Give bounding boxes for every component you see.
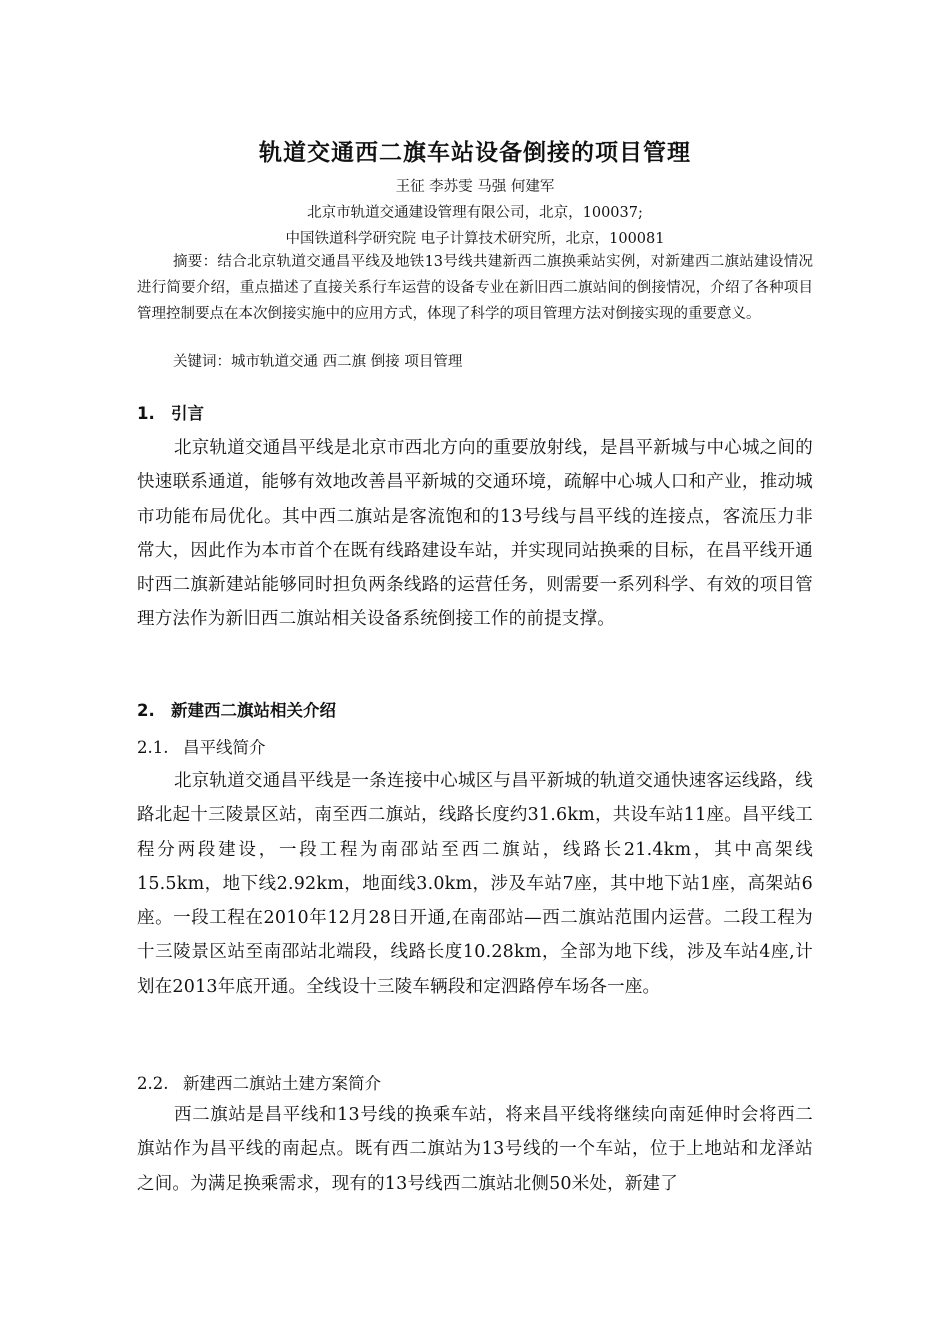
paper-title: 轨道交通西二旗车站设备倒接的项目管理 xyxy=(259,140,691,166)
affiliation-1: 北京市轨道交通建设管理有限公司，北京，100037; xyxy=(307,205,643,221)
author-list: 王征 李苏雯 马强 何建军 xyxy=(395,179,555,195)
section-number: 2. xyxy=(137,701,155,720)
subsection-heading-changping xyxy=(137,734,266,758)
section-number: 1. xyxy=(137,404,155,423)
affiliation-2: 中国铁道科学研究院 电子计算技术研究所，北京，100081 xyxy=(285,231,665,247)
body-paragraph: 北京轨道交通昌平线是一条连接中心城区与昌平新城的轨道交通快速客运线路，线路北起十三陵景区站，南至西二旗站，线路长度约31.6km，共设车站11座。昌平线工程分两段建设，一段工程为南邵站至西二旗站，线路长21.4km，其中高架线15.5km，地下线2.92km，地面线3.0km，涉及车站7座，其中地下站1座，高架站6座。一段工程在2010年12月28日开通,在南邵站—西二旗站范围内运营。二段工程为十三陵景区站至南邵站北端段，线路长度10.28km，全部为地下线，涉及车站4座,计划在2013年底开通。全线设十三陵车辆段和定泗路停车场各一座。 xyxy=(137,771,813,997)
subsection-number: 2.1. xyxy=(137,738,169,757)
body-paragraph: 西二旗站是昌平线和13号线的换乘车站，将来昌平线将继续向南延伸时会将西二旗站作为昌平线的南起点。既有西二旗站为13号线的一个车站，位于上地站和龙泽站之间。为满足换乘需求，现有的13号线西二旗站北侧50米处，新建了 xyxy=(137,1105,813,1194)
body-paragraph: 北京轨道交通昌平线是北京市西北方向的重要放射线，是昌平新城与中心城之间的快速联系通道，能够有效地改善昌平新城的交通环境，疏解中心城人口和产业，推动城市功能布局优化。其中西二旗站是客流饱和的13号线与昌平线的连接点，客流压力非常大，因此作为本市首个在既有线路建设车站，并实现同站换乘的目标，在昌平线开通时西二旗新建站能够同时担负两条线路的运营任务，则需要一系列科学、有效的项目管理方法作为新旧西二旗站相关设备系统倒接工作的前提支撑。 xyxy=(137,438,813,630)
section-heading-intro xyxy=(137,400,204,424)
abstract: 摘要：结合北京轨道交通昌平线及地铁13号线共建新西二旗换乘站实例，对新建西二旗站建设情况进行简要介绍，重点描述了直接关系行车运营的设备专业在新旧西二旗站间的倒接情况，介绍了各种项目管理控制要点在本次倒接实施中的应用方式，体现了科学的项目管理方法对倒接实现的重要意义。 xyxy=(137,254,813,322)
section-title: 新建西二旗站相关介绍 xyxy=(171,701,336,720)
subsection-title: 新建西二旗站土建方案简介 xyxy=(183,1074,381,1093)
subsection-title: 昌平线简介 xyxy=(183,738,266,757)
section-title: 引言 xyxy=(171,404,204,423)
keywords: 关键词：城市轨道交通 西二旗 倒接 项目管理 xyxy=(173,354,463,370)
subsection-heading-civil xyxy=(137,1070,381,1094)
section-heading-station xyxy=(137,697,336,721)
subsection-number: 2.2. xyxy=(137,1074,169,1093)
